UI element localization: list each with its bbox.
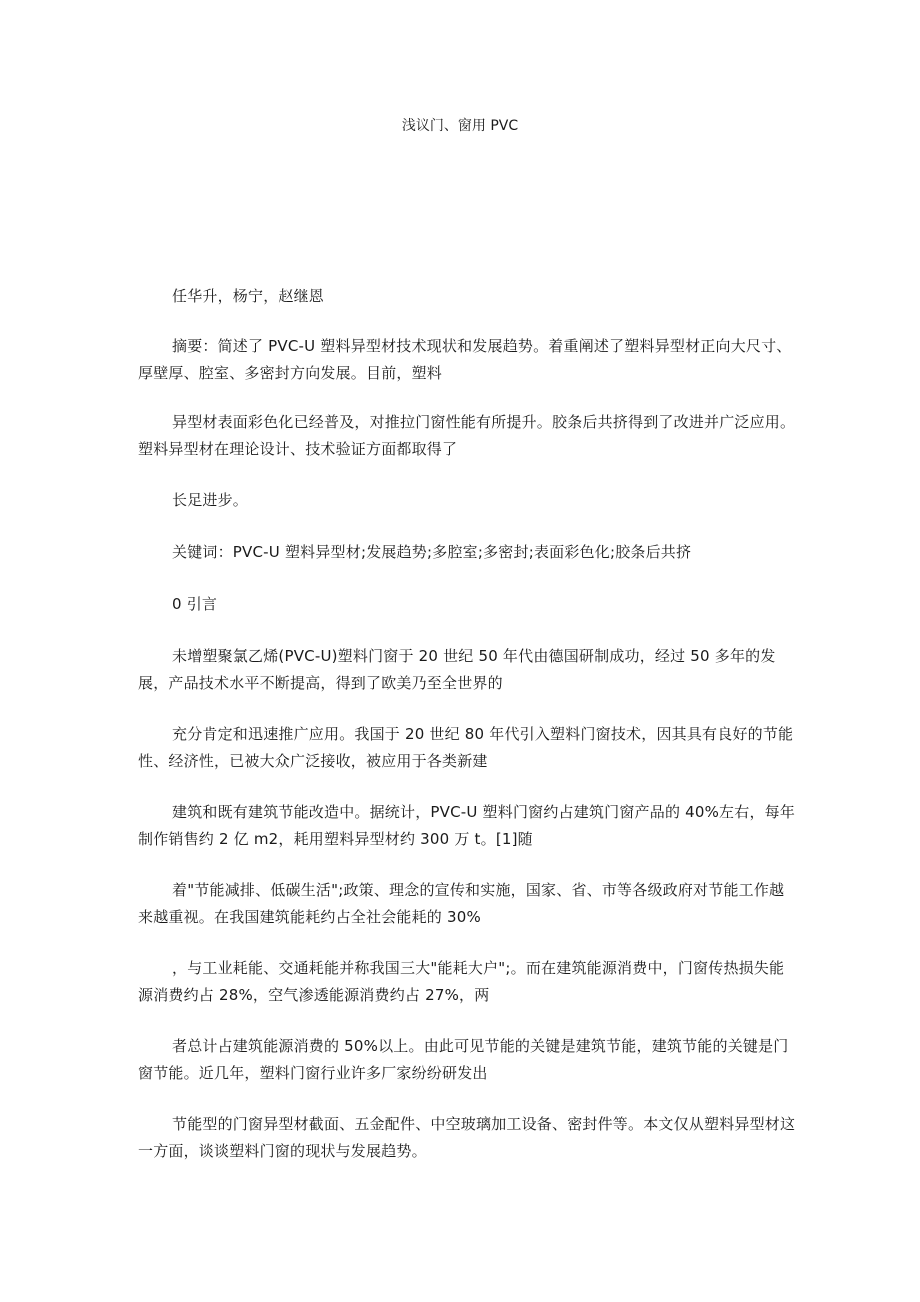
body-paragraph: ，与工业耗能、交通耗能并称我国三大"能耗大户";。而在建筑能源消费中，门窗传热损失能源消费约占 28%，空气渗透能源消费约占 27%，两 — [138, 959, 785, 1004]
body-paragraph: 充分肯定和迅速推广应用。我国于 20 世纪 80 年代引入塑料门窗技术，因其具有良好的节能性、经济性，已被大众广泛接收，被应用于各类新建 — [138, 725, 794, 770]
authors: 任华升，杨宁，赵继恩 — [172, 287, 325, 305]
body-paragraph: 着"节能减排、低碳生活";政策、理念的宣传和实施，国家、省、市等各级政府对节能工作越来越重视。在我国建筑能耗约占全社会能耗的 30% — [138, 881, 785, 926]
abstract-continuation: 异型材表面彩色化已经普及，对推拉门窗性能有所提升。胶条后共挤得到了改进并广泛应用。塑料异型材在理论设计、技术验证方面都取得了 — [138, 413, 796, 458]
body-paragraph: 建筑和既有建筑节能改造中。据统计，PVC-U 塑料门窗约占建筑门窗产品的 40%左右，每年制作销售约 2 亿 m2，耗用塑料异型材约 300 万 t。[1]随 — [138, 803, 796, 848]
body-paragraph: 者总计占建筑能源消费的 50%以上。由此可见节能的关键是建筑节能，建筑节能的关键是门窗节能。近几年，塑料门窗行业许多厂家纷纷研发出 — [138, 1037, 789, 1082]
document-title: 浅议门、窗用 PVC — [401, 118, 519, 134]
abstract-end: 长足进步。 — [172, 491, 249, 509]
body-paragraph: 节能型的门窗异型材截面、五金配件、中空玻璃加工设备、密封件等。本文仅从塑料异型材这一方面，谈谈塑料门窗的现状与发展趋势。 — [138, 1115, 796, 1160]
section-heading-introduction: 0 引言 — [172, 595, 218, 613]
body-paragraph: 未增塑聚氯乙烯(PVC-U)塑料门窗于 20 世纪 50 年代由德国研制成功，经过 50 多年的发展，产品技术水平不断提高，得到了欧美乃至全世界的 — [138, 647, 776, 692]
keywords: 关键词：PVC-U 塑料异型材;发展趋势;多腔室;多密封;表面彩色化;胶条后共挤 — [172, 543, 692, 561]
abstract-paragraph: 摘要：简述了 PVC-U 塑料异型材技术现状和发展趋势。着重阐述了塑料异型材正向大尺寸、厚壁厚、腔室、多密封方向发展。目前，塑料 — [138, 337, 792, 382]
